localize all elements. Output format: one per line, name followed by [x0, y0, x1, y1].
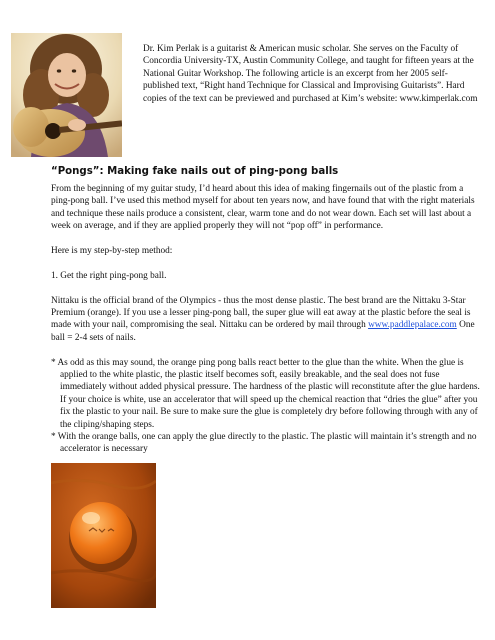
article-title: “Pongs”: Making fake nails out of ping-pong balls [51, 166, 339, 177]
nittaku-after: One ball = 2-4 sets of nails. [51, 320, 475, 343]
ping-pong-ball-image [51, 463, 156, 608]
step-1: 1. Get the right ping-pong ball. [51, 270, 167, 281]
ping-pong-ball-photo [51, 463, 156, 608]
intro-paragraph: From the beginning of my guitar study, I’d heard about this idea of making fingernails out of the plastic from a ping-pong ball. I’ve used this method myself for about ten years now, and have found that with the right materials and technique these nails produce a consistent, clear, warm tone and do not wear down. Each set will last about a week on average, and if they are applied properly they will not “pop off” in performance. [51, 184, 475, 232]
author-photo [11, 33, 122, 157]
author-bio: Dr. Kim Perlak is a guitarist & American music scholar. She serves on the Faculty of Concordia University-TX, Austin Community College, and taught for fifteen years at the National Guitar Workshop. The following article is an excerpt from her 2005 self-published text, “Right hand Technique for Classical and Improvising Guitarists”. Hard copies of the text can be previewed and purchased at Kim’s website: www.kimperlak.com [143, 44, 478, 104]
bullet-item: * With the orange balls, one can apply the glue directly to the plastic. The plastic will maintain it’s strength and no accelerator is necessary [51, 432, 477, 455]
article-body [51, 183, 481, 456]
nittaku-text: Nittaku is the official brand of the Olympics - thus the most dense plastic. The best brand are the Nittaku 3-Star Premium (orange). If you use a lesser ping-pong ball, the super glue will eat away at the plastic before the seal is made with your nail, compromising the seal. Nittaku can be ordered by mail through [51, 295, 471, 331]
author-photo-image [11, 33, 122, 157]
bullet-item: * As odd as this may sound, the orange ping pong balls react better to the glue than the white. When the glue is applied to the white plastic, the plastic itself becomes soft, easily breakable, and the seal does not fuse immediately without added physical pressure. The hardness of the plastic will reconstitute after the glue hardens. If your choice is white, use an accelerator that will speed up the chemical reaction that “dries the glue” after you fix the plastic to your nail. Be sure to make sure the glue is completely dry before following through with any of the cliping/shaping steps. [51, 357, 480, 430]
method-intro: Here is my step-by-step method: [51, 246, 173, 257]
paddlepalace-link[interactable]: www.paddlepalace.com [368, 320, 457, 331]
nittaku-paragraph [51, 295, 481, 345]
